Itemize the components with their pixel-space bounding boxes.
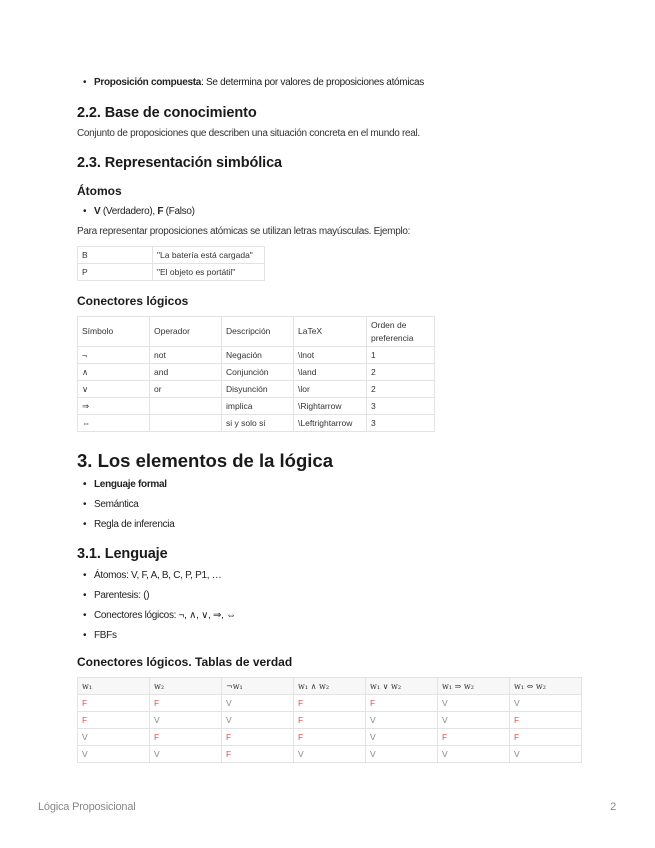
column-header: w₁ ∨ w₂ <box>366 678 438 695</box>
truth-value-cell: V <box>366 729 438 746</box>
table-cell <box>150 415 222 432</box>
truth-value-cell: F <box>438 729 510 746</box>
column-header: w₁ ⇒ w₂ <box>438 678 510 695</box>
page-number: 2 <box>610 801 616 813</box>
truth-value-cell: F <box>366 695 438 712</box>
table-row <box>78 264 265 281</box>
truth-value-cell: V <box>510 695 582 712</box>
truth-value-cell: V <box>438 712 510 729</box>
table-cell: \land <box>294 364 367 381</box>
connectors-table <box>77 316 435 432</box>
list-item <box>94 77 424 88</box>
truth-tables-heading: Conectores lógicos. Tablas de verdad <box>77 655 293 669</box>
truth-value-cell: V <box>294 746 366 763</box>
table-cell: 3 <box>367 415 435 432</box>
truth-value-cell: V <box>510 746 582 763</box>
table-row <box>78 746 582 763</box>
truth-value-cell: F <box>78 695 150 712</box>
table-cell: 3 <box>367 398 435 415</box>
table-row <box>78 695 582 712</box>
connectors-heading: Conectores lógicos <box>77 294 189 308</box>
list-item: • Lenguaje formal <box>94 479 167 490</box>
table-cell: 2 <box>367 381 435 398</box>
table-header-row <box>78 678 582 695</box>
table-cell: or <box>150 381 222 398</box>
table-cell: and <box>150 364 222 381</box>
table-row <box>78 247 265 264</box>
truth-value-cell: V <box>366 746 438 763</box>
term-bold: Proposición compuesta <box>94 77 202 88</box>
list-item: • FBFs <box>94 630 117 641</box>
column-header: Símbolo <box>78 317 150 347</box>
section-2-2-heading: 2.2. Base de conocimiento <box>77 105 257 121</box>
truth-table <box>77 677 582 763</box>
column-header: Orden de preferencia <box>367 317 435 347</box>
column-header: w₁ <box>78 678 150 695</box>
atoms-text: Para representar proposiciones atómicas se utilizan letras mayúsculas. Ejemplo: <box>77 226 411 237</box>
truth-value-cell: F <box>150 729 222 746</box>
list-item <box>94 206 195 217</box>
truth-value-cell: F <box>294 729 366 746</box>
table-row <box>78 364 435 381</box>
truth-value-cell: F <box>222 746 294 763</box>
table-cell: ¬ <box>78 347 150 364</box>
truth-value-cell: F <box>510 729 582 746</box>
false-desc: (Falso) <box>163 206 195 217</box>
table-cell: P <box>78 264 153 281</box>
section-3-heading: 3. Los elementos de la lógica <box>77 450 334 471</box>
table-cell: Disyunción <box>222 381 294 398</box>
table-cell: ⇔ <box>78 415 150 432</box>
table-cell: not <box>150 347 222 364</box>
table-cell <box>150 398 222 415</box>
table-row <box>78 712 582 729</box>
table-cell: Negación <box>222 347 294 364</box>
truth-value-cell: V <box>78 746 150 763</box>
truth-value-cell: V <box>78 729 150 746</box>
false-symbol: F <box>157 206 164 217</box>
truth-value-cell: F <box>222 729 294 746</box>
table-cell: \Rightarrow <box>294 398 367 415</box>
section-2-2-text: Conjunto de proposiciones que describen una situación concreta en el mundo real. <box>77 128 420 139</box>
footer-title: Lógica Proposicional <box>38 801 136 813</box>
table-cell: 2 <box>367 364 435 381</box>
truth-value-cell: V <box>222 695 294 712</box>
list-item: • Parentesis: () <box>94 590 149 601</box>
column-header: w₁ ⇔ w₂ <box>510 678 582 695</box>
list-item: • Regla de inferencia <box>94 519 174 530</box>
truth-value-cell: V <box>150 712 222 729</box>
truth-value-cell: V <box>438 746 510 763</box>
table-cell: B <box>78 247 153 264</box>
column-header: LaTeX <box>294 317 367 347</box>
truth-value-cell: F <box>294 712 366 729</box>
table-cell: 1 <box>367 347 435 364</box>
atoms-heading: Átomos <box>77 184 122 198</box>
table-cell: \lor <box>294 381 367 398</box>
table-row <box>78 415 435 432</box>
truth-value-cell: V <box>438 695 510 712</box>
list-item: • Semántica <box>94 499 139 510</box>
column-header: w₂ <box>150 678 222 695</box>
column-header: Descripción <box>222 317 294 347</box>
table-cell: ⇒ <box>78 398 150 415</box>
column-header: w₁ ∧ w₂ <box>294 678 366 695</box>
truth-value-cell: V <box>366 712 438 729</box>
table-cell: ∧ <box>78 364 150 381</box>
table-cell: implica <box>222 398 294 415</box>
table-cell: ∨ <box>78 381 150 398</box>
table-row <box>78 729 582 746</box>
table-header-row <box>78 317 435 347</box>
table-cell: Conjunción <box>222 364 294 381</box>
table-row <box>78 347 435 364</box>
truth-value-cell: F <box>294 695 366 712</box>
list-item: • Conectores lógicos: ¬, ∧, ∨, ⇒, ⇔ <box>94 610 236 621</box>
truth-value-cell: F <box>78 712 150 729</box>
section-2-3-heading: 2.3. Representación simbólica <box>77 155 283 171</box>
table-cell: \lnot <box>294 347 367 364</box>
truth-value-cell: F <box>150 695 222 712</box>
table-row <box>78 381 435 398</box>
section-3-1-heading: 3.1. Lenguaje <box>77 546 168 562</box>
table-cell: "La batería está cargada" <box>153 247 265 264</box>
column-header: ¬w₁ <box>222 678 294 695</box>
true-symbol: V <box>94 206 101 217</box>
table-row <box>78 398 435 415</box>
list-item: • Átomos: V, F, A, B, C, P, P1, … <box>94 570 221 581</box>
truth-value-cell: V <box>150 746 222 763</box>
table-cell: "El objeto es portátil" <box>153 264 265 281</box>
atoms-table <box>77 246 265 281</box>
table-cell: si y solo si <box>222 415 294 432</box>
table-cell: \Leftrightarrow <box>294 415 367 432</box>
truth-value-cell: V <box>222 712 294 729</box>
column-header: Operador <box>150 317 222 347</box>
true-desc: (Verdadero), <box>100 206 158 217</box>
term-description: : Se determina por valores de proposiciones atómicas <box>201 77 424 88</box>
truth-value-cell: F <box>510 712 582 729</box>
